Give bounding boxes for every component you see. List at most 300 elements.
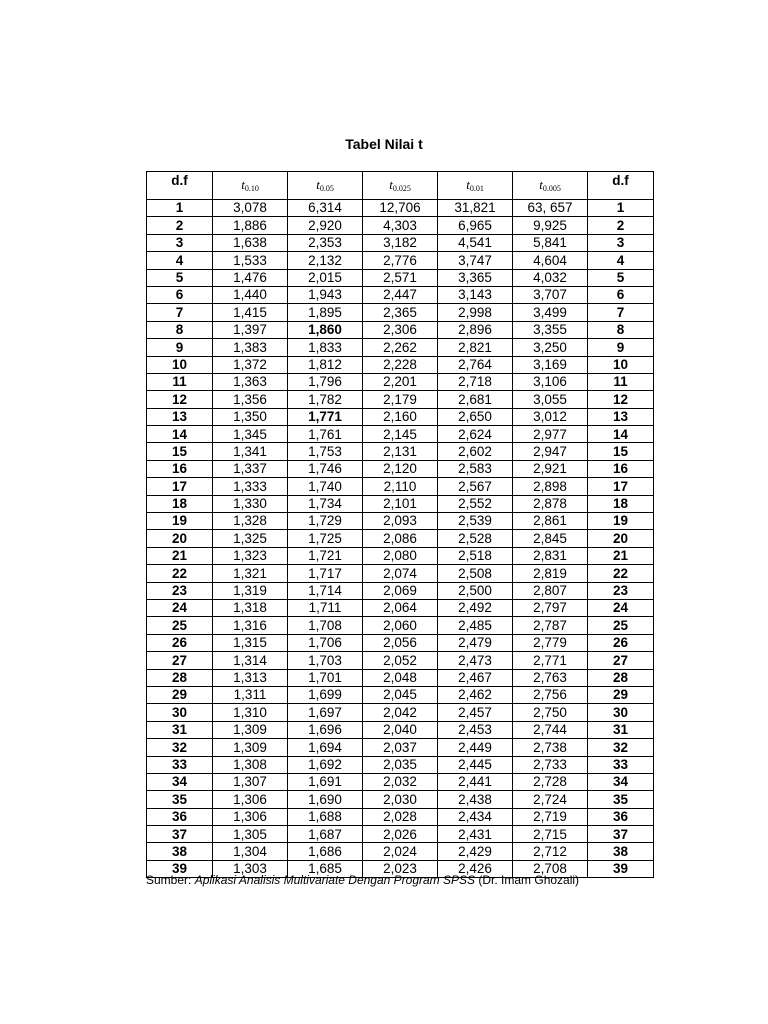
source-prefix: Sumber: (146, 873, 195, 887)
t-value-cell: 1,308 (213, 756, 288, 773)
t-value-cell: 1,356 (213, 391, 288, 408)
t-value-cell: 3,499 (513, 304, 588, 321)
t-value-cell: 2,060 (363, 617, 438, 634)
t-value-cell: 3,747 (438, 252, 513, 269)
t-value-cell: 1,306 (213, 808, 288, 825)
t-value-cell: 1,717 (288, 565, 363, 582)
df-cell-left: 26 (147, 634, 213, 651)
t-value-cell: 2,776 (363, 252, 438, 269)
t-value-cell: 2,449 (438, 739, 513, 756)
t-value-cell: 1,476 (213, 269, 288, 286)
t-value-cell: 1,303 (213, 860, 288, 877)
t-value-cell: 1,383 (213, 339, 288, 356)
t-value-cell: 2,042 (363, 704, 438, 721)
t-value-cell: 1,306 (213, 791, 288, 808)
df-cell-left: 14 (147, 426, 213, 443)
df-cell-right: 8 (588, 321, 654, 338)
table-row (147, 495, 654, 512)
t-value-cell: 2,052 (363, 652, 438, 669)
t-value-cell: 2,228 (363, 356, 438, 373)
t-value-cell: 3,012 (513, 408, 588, 425)
t-value-cell: 2,030 (363, 791, 438, 808)
df-cell-left: 27 (147, 652, 213, 669)
df-cell-right: 29 (588, 686, 654, 703)
table-title: Tabel Nilai t (345, 136, 423, 152)
df-cell-left: 3 (147, 234, 213, 251)
df-cell-left: 18 (147, 495, 213, 512)
t-value-cell: 2,528 (438, 530, 513, 547)
t-value-cell: 2,429 (438, 843, 513, 860)
t-value-cell: 3,707 (513, 286, 588, 303)
t-value-table (146, 171, 654, 878)
table-row (147, 321, 654, 338)
t-value-cell: 2,650 (438, 408, 513, 425)
table-row (147, 373, 654, 390)
t-value-cell: 2,977 (513, 426, 588, 443)
t-value-cell: 1,771 (288, 408, 363, 425)
table-row (147, 426, 654, 443)
t-value-cell: 1,714 (288, 582, 363, 599)
table-row (147, 356, 654, 373)
table-row (147, 599, 654, 616)
df-cell-right: 16 (588, 460, 654, 477)
t-value-cell: 1,782 (288, 391, 363, 408)
t-value-cell: 3,055 (513, 391, 588, 408)
df-cell-left: 28 (147, 669, 213, 686)
t-value-cell: 3,143 (438, 286, 513, 303)
t-value-cell: 2,508 (438, 565, 513, 582)
df-cell-left: 22 (147, 565, 213, 582)
t-value-cell: 1,318 (213, 599, 288, 616)
t-value-cell: 1,310 (213, 704, 288, 721)
t-value-cell: 2,365 (363, 304, 438, 321)
df-cell-left: 17 (147, 478, 213, 495)
t-value-cell: 2,583 (438, 460, 513, 477)
df-cell-right: 1 (588, 200, 654, 217)
df-cell-right: 32 (588, 739, 654, 756)
t-header-0.005 (513, 172, 588, 200)
source-book-title: Aplikasi Analisis Multivariate Dengan Program SPSS (194, 873, 476, 887)
t-value-cell: 1,319 (213, 582, 288, 599)
t-subscript: 0.025 (392, 184, 411, 193)
t-value-cell: 2,998 (438, 304, 513, 321)
t-value-cell: 2,708 (513, 860, 588, 877)
df-cell-left: 34 (147, 773, 213, 790)
t-value-cell: 1,314 (213, 652, 288, 669)
t-subscript: 0.10 (244, 184, 259, 193)
t-value-cell: 2,797 (513, 599, 588, 616)
source-note (146, 873, 579, 887)
df-cell-left: 2 (147, 217, 213, 234)
t-value-cell: 1,943 (288, 286, 363, 303)
t-value-cell: 2,552 (438, 495, 513, 512)
t-value-cell: 2,602 (438, 443, 513, 460)
t-value-cell: 2,462 (438, 686, 513, 703)
t-value-cell: 2,438 (438, 791, 513, 808)
table-row (147, 460, 654, 477)
t-value-cell: 1,703 (288, 652, 363, 669)
t-value-cell: 2,048 (363, 669, 438, 686)
t-value-cell: 2,262 (363, 339, 438, 356)
t-value-cell: 2,080 (363, 547, 438, 564)
t-value-cell: 2,120 (363, 460, 438, 477)
t-value-cell: 2,434 (438, 808, 513, 825)
df-cell-right: 24 (588, 599, 654, 616)
df-cell-right: 3 (588, 234, 654, 251)
t-value-cell: 2,787 (513, 617, 588, 634)
t-value-cell: 3,365 (438, 269, 513, 286)
df-cell-right: 21 (588, 547, 654, 564)
t-value-cell: 1,323 (213, 547, 288, 564)
t-header-0.025 (363, 172, 438, 200)
df-header-left: d.f (147, 172, 213, 200)
t-value-cell: 2,898 (513, 478, 588, 495)
t-value-cell: 2,032 (363, 773, 438, 790)
df-cell-left: 16 (147, 460, 213, 477)
t-symbol: t (466, 177, 470, 192)
t-value-cell: 2,131 (363, 443, 438, 460)
t-value-cell: 4,303 (363, 217, 438, 234)
df-cell-left: 39 (147, 860, 213, 877)
t-value-cell: 1,812 (288, 356, 363, 373)
df-cell-right: 11 (588, 373, 654, 390)
t-value-cell: 1,734 (288, 495, 363, 512)
t-value-cell: 2,733 (513, 756, 588, 773)
t-value-cell: 2,756 (513, 686, 588, 703)
df-cell-right: 31 (588, 721, 654, 738)
t-value-cell: 1,345 (213, 426, 288, 443)
t-value-cell: 1,321 (213, 565, 288, 582)
table-row (147, 234, 654, 251)
df-cell-right: 36 (588, 808, 654, 825)
df-cell-right: 35 (588, 791, 654, 808)
df-cell-left: 24 (147, 599, 213, 616)
t-value-cell: 2,064 (363, 599, 438, 616)
t-value-cell: 2,457 (438, 704, 513, 721)
t-value-cell: 2,724 (513, 791, 588, 808)
t-value-cell: 1,701 (288, 669, 363, 686)
t-value-cell: 2,807 (513, 582, 588, 599)
t-value-cell: 1,721 (288, 547, 363, 564)
table-row (147, 669, 654, 686)
df-cell-left: 19 (147, 513, 213, 530)
t-value-cell: 1,325 (213, 530, 288, 547)
t-value-cell: 2,045 (363, 686, 438, 703)
t-value-cell: 1,350 (213, 408, 288, 425)
t-value-cell: 4,541 (438, 234, 513, 251)
t-value-cell: 2,145 (363, 426, 438, 443)
t-value-cell: 1,860 (288, 321, 363, 338)
t-value-cell: 2,500 (438, 582, 513, 599)
table-row (147, 791, 654, 808)
table-row (147, 634, 654, 651)
df-cell-right: 5 (588, 269, 654, 286)
df-cell-right: 28 (588, 669, 654, 686)
t-value-cell: 1,729 (288, 513, 363, 530)
t-value-cell: 1,708 (288, 617, 363, 634)
df-cell-right: 6 (588, 286, 654, 303)
t-value-cell: 31,821 (438, 200, 513, 217)
df-cell-right: 25 (588, 617, 654, 634)
t-value-cell: 1,746 (288, 460, 363, 477)
t-value-cell: 2,132 (288, 252, 363, 269)
table-row (147, 513, 654, 530)
t-value-cell: 1,307 (213, 773, 288, 790)
t-value-cell: 1,895 (288, 304, 363, 321)
table-row (147, 200, 654, 217)
t-value-cell: 2,728 (513, 773, 588, 790)
t-value-cell: 2,441 (438, 773, 513, 790)
df-cell-left: 31 (147, 721, 213, 738)
df-cell-right: 12 (588, 391, 654, 408)
df-cell-left: 25 (147, 617, 213, 634)
df-cell-left: 6 (147, 286, 213, 303)
table-row (147, 530, 654, 547)
t-value-cell: 2,040 (363, 721, 438, 738)
t-value-cell: 1,330 (213, 495, 288, 512)
t-value-cell: 2,431 (438, 826, 513, 843)
df-cell-right: 17 (588, 478, 654, 495)
df-cell-left: 38 (147, 843, 213, 860)
t-value-cell: 2,035 (363, 756, 438, 773)
t-value-cell: 2,056 (363, 634, 438, 651)
t-value-cell: 2,453 (438, 721, 513, 738)
df-cell-right: 23 (588, 582, 654, 599)
df-cell-left: 8 (147, 321, 213, 338)
t-value-cell: 2,479 (438, 634, 513, 651)
table-row (147, 843, 654, 860)
t-value-cell: 2,750 (513, 704, 588, 721)
t-value-cell: 2,845 (513, 530, 588, 547)
table-row (147, 582, 654, 599)
t-value-cell: 1,886 (213, 217, 288, 234)
t-symbol: t (241, 177, 245, 192)
table-row (147, 739, 654, 756)
t-value-cell: 3,169 (513, 356, 588, 373)
t-symbol: t (316, 177, 320, 192)
t-value-cell: 2,920 (288, 217, 363, 234)
df-cell-right: 4 (588, 252, 654, 269)
df-cell-right: 7 (588, 304, 654, 321)
df-cell-right: 9 (588, 339, 654, 356)
t-subscript: 0.05 (319, 184, 334, 193)
t-value-cell: 1,696 (288, 721, 363, 738)
table-row (147, 286, 654, 303)
t-header-0.10 (213, 172, 288, 200)
t-value-cell: 2,896 (438, 321, 513, 338)
t-value-cell: 2,681 (438, 391, 513, 408)
t-value-cell: 2,539 (438, 513, 513, 530)
df-cell-left: 12 (147, 391, 213, 408)
t-value-cell: 2,179 (363, 391, 438, 408)
t-value-cell: 1,341 (213, 443, 288, 460)
t-value-cell: 2,026 (363, 826, 438, 843)
t-value-cell: 2,764 (438, 356, 513, 373)
table-body (147, 200, 654, 878)
t-value-cell: 4,604 (513, 252, 588, 269)
t-value-cell: 1,305 (213, 826, 288, 843)
t-value-cell: 2,571 (363, 269, 438, 286)
t-value-cell: 1,685 (288, 860, 363, 877)
df-cell-right: 19 (588, 513, 654, 530)
table-row (147, 686, 654, 703)
df-cell-left: 11 (147, 373, 213, 390)
t-value-cell: 1,740 (288, 478, 363, 495)
df-cell-left: 7 (147, 304, 213, 321)
t-value-cell: 2,015 (288, 269, 363, 286)
t-subscript: 0.01 (469, 184, 484, 193)
t-value-cell: 2,086 (363, 530, 438, 547)
t-value-cell: 2,485 (438, 617, 513, 634)
df-cell-right: 14 (588, 426, 654, 443)
t-value-cell: 2,201 (363, 373, 438, 390)
t-value-cell: 1,415 (213, 304, 288, 321)
df-cell-left: 1 (147, 200, 213, 217)
df-cell-right: 18 (588, 495, 654, 512)
t-value-cell: 2,306 (363, 321, 438, 338)
t-value-cell: 1,697 (288, 704, 363, 721)
df-cell-left: 33 (147, 756, 213, 773)
t-value-cell: 2,947 (513, 443, 588, 460)
t-value-cell: 2,426 (438, 860, 513, 877)
t-value-cell: 1,699 (288, 686, 363, 703)
t-value-cell: 2,712 (513, 843, 588, 860)
table-row (147, 565, 654, 582)
table-header-row (147, 172, 654, 200)
t-value-cell: 2,719 (513, 808, 588, 825)
table-row (147, 269, 654, 286)
t-value-cell: 1,328 (213, 513, 288, 530)
t-value-cell: 5,841 (513, 234, 588, 251)
df-cell-right: 33 (588, 756, 654, 773)
t-value-cell: 1,304 (213, 843, 288, 860)
t-value-cell: 9,925 (513, 217, 588, 234)
t-value-cell: 6,314 (288, 200, 363, 217)
df-cell-left: 35 (147, 791, 213, 808)
t-value-cell: 1,316 (213, 617, 288, 634)
t-value-cell: 1,337 (213, 460, 288, 477)
df-cell-right: 13 (588, 408, 654, 425)
t-value-cell: 1,638 (213, 234, 288, 251)
df-cell-right: 30 (588, 704, 654, 721)
table-row (147, 408, 654, 425)
t-value-cell: 3,182 (363, 234, 438, 251)
df-cell-right: 38 (588, 843, 654, 860)
df-cell-left: 21 (147, 547, 213, 564)
df-cell-left: 5 (147, 269, 213, 286)
t-value-cell: 2,715 (513, 826, 588, 843)
t-value-cell: 1,440 (213, 286, 288, 303)
t-value-cell: 3,355 (513, 321, 588, 338)
t-value-cell: 3,078 (213, 200, 288, 217)
t-value-cell: 2,821 (438, 339, 513, 356)
t-value-cell: 2,771 (513, 652, 588, 669)
table-row (147, 773, 654, 790)
t-value-cell: 1,796 (288, 373, 363, 390)
table-row (147, 652, 654, 669)
t-value-cell: 2,110 (363, 478, 438, 495)
t-value-cell: 63, 657 (513, 200, 588, 217)
t-value-cell: 2,567 (438, 478, 513, 495)
t-value-cell: 2,023 (363, 860, 438, 877)
table-row (147, 617, 654, 634)
t-value-cell: 1,694 (288, 739, 363, 756)
df-cell-right: 2 (588, 217, 654, 234)
df-cell-right: 22 (588, 565, 654, 582)
t-value-cell: 2,718 (438, 373, 513, 390)
source-author: (Dr. Imam Ghozali) (475, 873, 580, 887)
t-value-cell: 1,309 (213, 721, 288, 738)
t-value-cell: 1,397 (213, 321, 288, 338)
t-value-cell: 2,819 (513, 565, 588, 582)
table-row (147, 252, 654, 269)
t-value-cell: 2,473 (438, 652, 513, 669)
t-value-cell: 1,311 (213, 686, 288, 703)
t-value-cell: 1,363 (213, 373, 288, 390)
t-value-cell: 1,686 (288, 843, 363, 860)
t-value-cell: 1,533 (213, 252, 288, 269)
t-value-cell: 2,779 (513, 634, 588, 651)
t-value-cell: 3,250 (513, 339, 588, 356)
t-value-cell: 1,690 (288, 791, 363, 808)
df-cell-left: 23 (147, 582, 213, 599)
table-row (147, 391, 654, 408)
df-cell-right: 34 (588, 773, 654, 790)
t-value-cell: 2,831 (513, 547, 588, 564)
t-value-cell: 2,921 (513, 460, 588, 477)
table-row (147, 704, 654, 721)
table-row (147, 304, 654, 321)
t-value-cell: 1,692 (288, 756, 363, 773)
t-value-cell: 4,032 (513, 269, 588, 286)
df-cell-left: 15 (147, 443, 213, 460)
df-cell-left: 20 (147, 530, 213, 547)
t-value-cell: 2,101 (363, 495, 438, 512)
df-header-right: d.f (588, 172, 654, 200)
t-symbol: t (539, 177, 543, 192)
table-row (147, 547, 654, 564)
t-value-cell: 1,687 (288, 826, 363, 843)
t-value-cell: 2,160 (363, 408, 438, 425)
t-value-cell: 3,106 (513, 373, 588, 390)
t-value-cell: 1,372 (213, 356, 288, 373)
t-header-0.05 (288, 172, 363, 200)
t-value-cell: 2,624 (438, 426, 513, 443)
t-value-cell: 2,024 (363, 843, 438, 860)
df-cell-left: 37 (147, 826, 213, 843)
t-value-cell: 2,069 (363, 582, 438, 599)
t-symbol: t (389, 177, 393, 192)
t-value-cell: 2,763 (513, 669, 588, 686)
df-cell-left: 4 (147, 252, 213, 269)
df-cell-left: 13 (147, 408, 213, 425)
df-cell-right: 20 (588, 530, 654, 547)
df-cell-right: 26 (588, 634, 654, 651)
table-row (147, 443, 654, 460)
t-value-cell: 2,353 (288, 234, 363, 251)
t-value-cell: 2,093 (363, 513, 438, 530)
t-value-cell: 1,315 (213, 634, 288, 651)
table-row (147, 756, 654, 773)
df-cell-left: 32 (147, 739, 213, 756)
t-value-cell: 2,447 (363, 286, 438, 303)
table-row (147, 808, 654, 825)
df-cell-left: 9 (147, 339, 213, 356)
t-value-cell: 2,744 (513, 721, 588, 738)
t-header-0.01 (438, 172, 513, 200)
df-cell-right: 39 (588, 860, 654, 877)
df-cell-right: 15 (588, 443, 654, 460)
